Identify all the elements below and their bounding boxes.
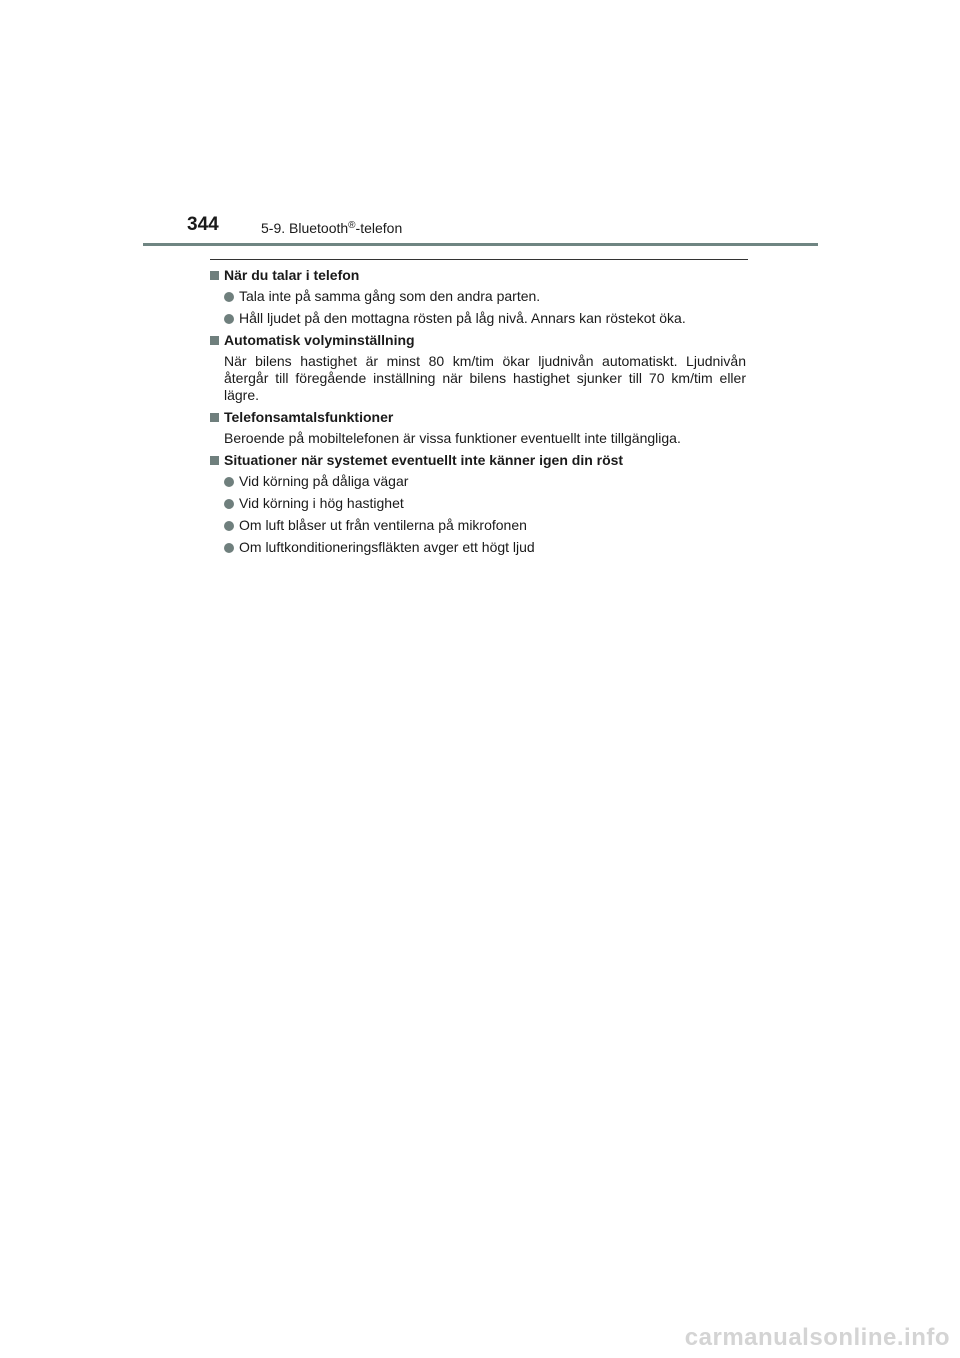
- section-title-suffix: -telefon: [355, 220, 403, 236]
- list-item-text: Vid körning i hög hastighet: [239, 495, 404, 511]
- circle-bullet-icon: [224, 477, 234, 487]
- circle-bullet-icon: [224, 292, 234, 302]
- circle-bullet-icon: [224, 543, 234, 553]
- section-title-prefix: 5-9. Bluetooth: [261, 220, 349, 236]
- list-item: [210, 495, 746, 512]
- section-call-functions: [210, 409, 746, 447]
- list-item-text: Tala inte på samma gång som den andra parten.: [239, 288, 541, 304]
- section-title: [261, 220, 402, 236]
- square-bullet-icon: [210, 271, 219, 280]
- section-heading: [210, 409, 746, 426]
- square-bullet-icon: [210, 336, 219, 345]
- square-bullet-icon: [210, 413, 219, 422]
- circle-bullet-icon: [224, 499, 234, 509]
- list-item-text: Om luftkonditioneringsfläkten avger ett högt ljud: [239, 539, 535, 555]
- section-heading: [210, 267, 746, 284]
- section-heading-text: Situationer när systemet eventuellt inte känner igen din röst: [224, 452, 624, 468]
- list-item: [210, 539, 746, 556]
- content-rule: [210, 259, 748, 260]
- section-body-text: Beroende på mobiltelefonen är vissa funktioner eventuellt inte tillgängliga.: [224, 430, 681, 446]
- section-heading: [210, 332, 746, 349]
- section-body-text: När bilens hastighet är minst 80 km/tim ökar ljudnivån automatiskt. Ljudnivån återgår till föregående inställning när bilens hastighet sjunker till 70 km/tim eller lägre.: [224, 353, 746, 403]
- list-item-text: Håll ljudet på den mottagna rösten på låg nivå. Annars kan röstekot öka.: [239, 310, 686, 326]
- section-heading-text: Automatisk volyminställning: [224, 332, 415, 348]
- list-item: [210, 310, 746, 327]
- square-bullet-icon: [210, 456, 219, 465]
- section-voice-recognition: [210, 452, 746, 556]
- list-item-text: Vid körning på dåliga vägar: [239, 473, 409, 489]
- list-item: [210, 288, 746, 305]
- circle-bullet-icon: [224, 521, 234, 531]
- registered-mark: ®: [348, 220, 356, 231]
- list-item-text: Om luft blåser ut från ventilerna på mikrofonen: [239, 517, 527, 533]
- section-talking-on-phone: [210, 267, 746, 327]
- page-content: [210, 267, 746, 561]
- circle-bullet-icon: [224, 314, 234, 324]
- header-rule: [143, 243, 818, 246]
- section-automatic-volume: [210, 332, 746, 404]
- list-item: [210, 517, 746, 534]
- section-heading-text: När du talar i telefon: [224, 267, 360, 283]
- list-item: [210, 473, 746, 490]
- watermark: carmanualsonline.info: [684, 1324, 950, 1351]
- section-heading-text: Telefonsamtalsfunktioner: [224, 409, 394, 425]
- page-number: 344: [187, 214, 219, 235]
- section-heading: [210, 452, 746, 469]
